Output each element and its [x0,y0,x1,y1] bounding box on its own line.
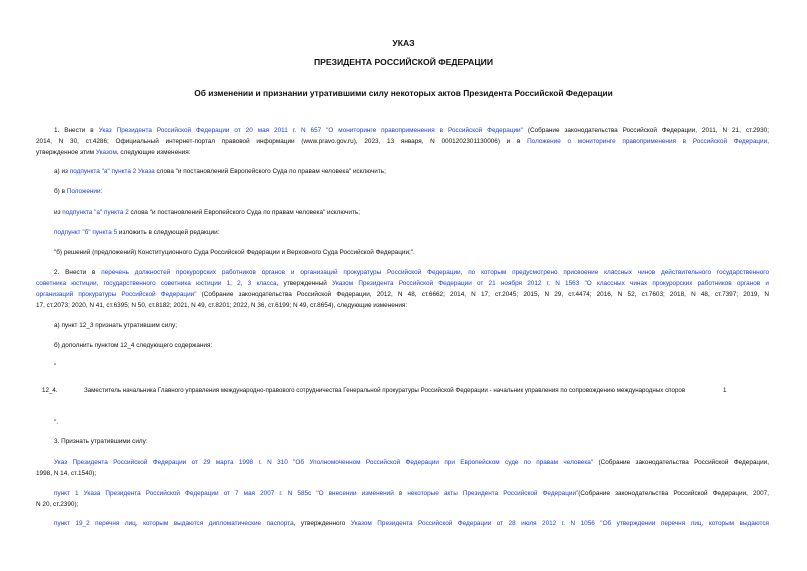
item-3c-line1 [54,519,769,530]
item-2b: б) дополнить пунктом 12_4 следующего содержания: [54,342,213,349]
row-number: 12_4. [42,387,58,394]
link-diplomatic-passports-list[interactable]: пункт 19_2 перечня лиц, которым выдаются дипломатические паспорта [54,520,294,527]
paragraph-2-line4: 17, ст.2073; 2020, N 41, ст.6395; N 50, ст.8182; 2021, N 49, ст.8201; 2022, N 36, ст.6199; N 49, ст.8654), следующие изменения: [36,302,408,309]
text: , [767,138,769,145]
link-subparagraph-a[interactable]: подпункта "а" пункта 2 [62,209,129,216]
paragraph-3: 3. Признать утратившими силу: [54,438,148,445]
quote-open: " [54,363,57,370]
text: из [54,209,63,216]
item-b-from [54,208,360,219]
text: а) из [54,168,70,175]
decree-issuer: ПРЕЗИДЕНТА РОССИЙСКОЙ ФЕДЕРАЦИИ [313,57,494,67]
paragraph-2-line3 [36,290,769,301]
text: (Собрание законодательства Российской Федерации, [593,459,769,466]
decree-title: УКАЗ [392,38,415,48]
link-monitoring-regulation[interactable]: Положение о мониторинге правоприменения в Российской Федерации [527,138,768,145]
link-subparagraph-a-item-2[interactable]: подпункта "а" пункта 2 Указа [69,168,155,175]
text: слова "и постановлений Европейского Суда по правам человека" исключить; [128,209,360,216]
link-decree-585c[interactable]: пункт 1 Указа Президента Российской Федерации от 7 мая 2007 г. N 585с "О внесении изменений в некоторые акты Президента Российской Федерации" [54,490,579,497]
quote-close: ". [54,419,59,426]
link-subparagraph-b-item-5[interactable]: подпункт "б" пункта 5 [54,229,118,236]
item-b-subparagraph [54,228,219,239]
paragraph-2-line2 [36,279,769,290]
text: : [100,188,103,195]
paragraph-1-line1 [54,126,769,137]
item-3b-line1 [54,489,769,500]
paragraph-1-line2 [36,137,769,148]
text: 1. Внести в [54,127,99,134]
decree-name: Об изменении и признании утратившими силу некоторых актов Президента Российской Федерации [194,88,613,98]
text: изложить в следующей редакции: [117,229,220,236]
item-3a-line1 [54,458,769,469]
paragraph-1-line3 [36,148,190,159]
paragraph-2-line1 [54,268,769,279]
text: , следующие изменения: [116,149,191,156]
item-3a-line2: 1998, N 14, ст.1540); [36,470,97,477]
link-decree-1563-cont[interactable]: организаций прокуратуры Российской Федерации" [36,291,197,298]
link-decree-310[interactable]: Указ Президента Российской Федерации от 29 марта 1998 г. N 310 "Об Уполномоченном Российской Федерации при Европейском суде по правам человека" [54,459,594,466]
quoted-text: "б) решений (предложений) Конституционного Суда Российской Федерации и Верховного Суда Российской Федерации;". [54,249,415,256]
link-decree-1056[interactable]: Указом Президента Российской Федерации от 28 июля 2012 г. N 1056 "Об утверждении перечня лиц, которым выдаются [350,520,769,527]
item-2a: а) пункт 12_3 признать утратившим силу; [54,322,178,329]
item-3b-line2: N 20, ст.2390); [36,501,79,508]
link-positions-list[interactable]: перечень должностей прокурорских работников органов и организаций прокуратуры Российской Федерации, по которым предусмотрено присвоение классных чинов действительного государственного [101,269,769,276]
row-position: Заместитель начальника Главного управления международно-правового сотрудничества Генеральной прокуратуры Российской Федерации - начальник управления по сопровождению международных споров [84,387,686,394]
link-positions-list-cont[interactable]: советника юстиции, государственного советника юстиции 1, 2, 3 класса [36,280,277,287]
link-regulation[interactable]: Положении [66,188,101,195]
text: 2014, N 30, ст.4286; Официальный интернет-портал правовой информации (www.pravo.gov.ru), 2023, 13 января, N 0001202301130006) и в [36,138,528,145]
text: , утвержденный [276,280,333,287]
link-decree-657[interactable]: Указ Президента Российской Федерации от 20 мая 2011 г. N 657 "О мониторинге правоприменения в Российской Федерации" [98,127,523,134]
link-decree[interactable]: Указом [95,149,117,156]
item-b [54,187,102,198]
text: (Собрание законодательства Российской Федерации, 2012, N 48, ст.6662; 2014, N 17, ст.2045; 2015, N 29, ст.4474; 2016, N 52, ст.7603; 2018, N 48, ст.7397; 2019, N [196,291,769,298]
row-value: 1 [723,387,727,394]
text: (Собрание законодательства Российской Федерации, 2011, N 21, ст.2930; [522,127,769,134]
text: б) в [54,188,67,195]
item-a [54,167,386,178]
text: , утвержденного [293,520,351,527]
text: 2. Внести в [54,269,102,276]
text: слова "и постановлений Европейского Суда по правам человека" исключить; [154,168,386,175]
text: утвержденное этим [36,149,96,156]
link-decree-1563[interactable]: Указом Президента Российской Федерации от 21 ноября 2012 г. N 1563 "О классных чинах прокурорских работников органов и [332,280,769,287]
text: (Собрание законодательства Российской Федерации, 2007, [578,490,769,497]
